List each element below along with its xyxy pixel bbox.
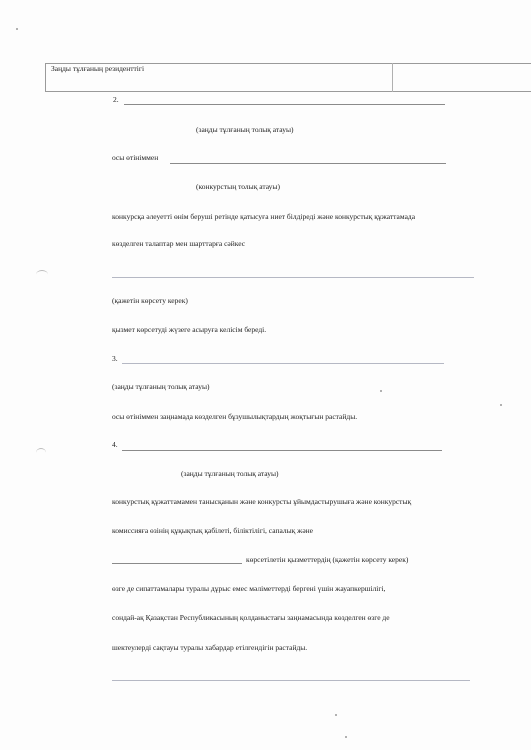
- item-2-caption-contest-name: (конкурстың толық атауы): [196, 182, 280, 191]
- scan-smudge: [36, 448, 46, 457]
- item-4-bottom-line: [112, 680, 470, 681]
- item-2-service-line: [112, 277, 474, 278]
- item-3-number: 3.: [112, 354, 118, 363]
- scan-speck: [16, 28, 18, 30]
- scan-speck: [335, 714, 337, 716]
- item-2-name-line: [124, 104, 445, 105]
- table-left-border: [45, 63, 46, 92]
- item-2-number: 2.: [113, 95, 119, 104]
- scan-speck: [345, 736, 347, 738]
- item-2-paragraph-line-1: конкурсқа әлеуетті өнім беруші ретінде қатысуға ниет білдіреді және конкурстық құжаттамада: [112, 212, 416, 221]
- item-4-name-line: [122, 450, 442, 451]
- item-3-paragraph: осы өтініммен заңнамада көзделген бұзушылықтардың жоқтығын растайды.: [112, 412, 358, 421]
- item-4-blank-line: [112, 563, 242, 564]
- item-2-paragraph-line-3: қызмет көрсетуді жүзеге асыруға келісім береді.: [112, 325, 267, 334]
- item-2-line-label: осы өтініммен: [112, 153, 159, 162]
- item-2-paragraph-line-2: көзделген талаптар мен шарттарға сәйкес: [112, 239, 246, 248]
- item-4-paragraph-line-2: комиссияға өзінің құқықтық қабілеті, біліктілігі, сапалық және: [112, 526, 314, 535]
- item-4-caption-entity-name: (заңды тұлғаның толық атауы): [181, 469, 279, 478]
- item-4-number: 4.: [112, 440, 118, 449]
- item-2-contest-line: [170, 163, 446, 164]
- scan-speck: [500, 404, 502, 406]
- item-3-name-line: [122, 363, 444, 364]
- item-4-paragraph-line-1: конкурстық құжаттамамен танысқанын және конкурсты ұйымдастырушыға және конкурстық: [112, 497, 412, 506]
- item-3-caption-entity-name: (заңды тұлғаның толық атауы): [112, 382, 210, 391]
- item-4-paragraph-line-3-tail: көрсетілетін қызметтердің (қажетін көрсету керек): [246, 555, 409, 564]
- table-bottom-border: [45, 91, 531, 92]
- scan-smudge: [36, 270, 48, 279]
- scan-speck: [380, 390, 382, 392]
- item-2-caption-entity-name: (заңды тұлғаның толық атауы): [196, 125, 294, 134]
- item-4-paragraph-line-4: өзге де сипаттамалары туралы дұрыс емес мәліметтерді бергені үшін жауапкершілігі,: [112, 584, 386, 593]
- residency-cell-label: Заңды тұлғаның резиденттігі: [51, 64, 145, 73]
- item-4-paragraph-line-5: сондай-ақ Қазақстан Республикасының қолданыстағы заңнамасында көзделген өзге де: [112, 613, 390, 622]
- item-2-caption-specify: (қажетін көрсету керек): [112, 296, 188, 305]
- table-cell-divider: [392, 63, 393, 92]
- item-4-paragraph-line-6: шектеулерді сақтауы туралы хабардар етілгендігін растайды.: [112, 643, 308, 652]
